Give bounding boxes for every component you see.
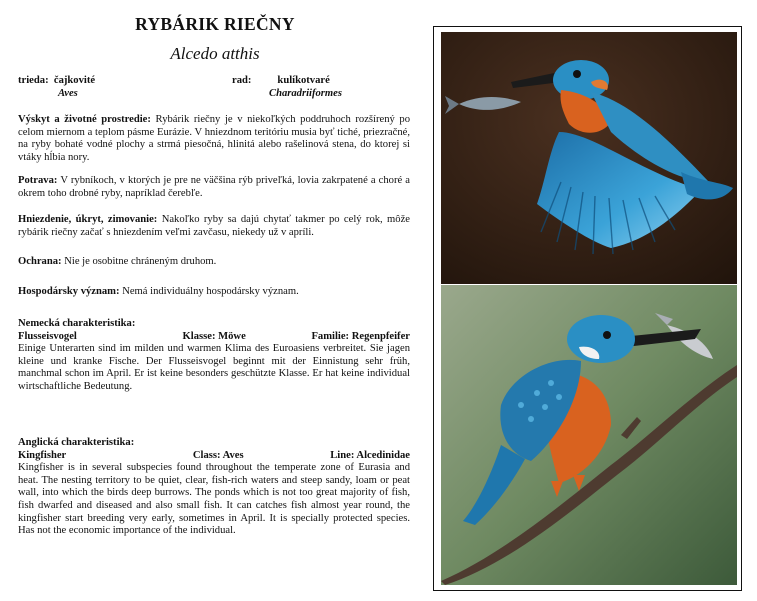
economic-text: Nemá individuálny hospodársky význam. — [122, 286, 299, 297]
taxonomy-order — [232, 75, 342, 100]
class-value: čajkovité — [53, 75, 96, 86]
habitat-label: Výskyt a životné prostredie: — [18, 114, 151, 125]
taxonomy-class — [18, 75, 95, 100]
kingfisher-perched-photo — [441, 285, 737, 585]
class-label: trieda: — [18, 75, 49, 86]
german-class: Klasse: Möwe — [182, 330, 246, 342]
german-heading: Nemecká charakteristika: — [18, 318, 136, 329]
german-name: Flusseisvogel — [18, 330, 77, 342]
order-latin: Charadriiformes — [269, 87, 342, 99]
order-value: kulíkotvaré — [277, 75, 330, 86]
protection-section — [18, 256, 410, 269]
nesting-text: Nakoľko ryby sa dajú chytať takmer po celý rok, môže rybárik riečny začať s hniezdením veľmi zavčasu, niekedy už v apríli. — [18, 214, 410, 238]
english-name: Kingfisher — [18, 449, 67, 461]
latin-name: Alcedo atthis — [170, 44, 260, 63]
class-latin: Aves — [58, 87, 78, 99]
german-section — [18, 318, 410, 394]
kingfisher-flying-photo — [441, 32, 737, 284]
protection-text: Nie je osobitne chráneným druhom. — [64, 256, 217, 267]
habitat-section — [18, 114, 410, 164]
order-label: rad: — [232, 75, 252, 86]
nesting-section — [18, 214, 410, 239]
english-line: Line: Alcedinidae — [330, 449, 410, 461]
habitat-text: Rybárik riečny je v niekoľkých poddruhoch rozšírený po celom miernom a teplom pásme Eurázie. V hniezdnom teritóriu musia byť tiché, priezračné, na ryby bohaté vodné plochy a strmá piesočná, hlinitá alebo rašelinová stena, do ktorej si vtáky hĺbia nory. — [18, 114, 411, 163]
english-text: Kingfisher is in several subspecies found throughout the temperate zone of Eurasia and heat. The nesting territory to be quiet, clear, fish-rich waters and steep sandy, loam or peat wall, into which the birds deep burrows. The ponds which is not too great majority of fish, fish dwarfed and diseased and also small fish. It can catches fish almost year round, the kingfisher start breeding very early, sometimes in April. It is specially protected species. Has not the economic importance of the individual. — [18, 462, 410, 537]
nesting-label: Hniezdenie, úkryt, zimovanie: — [18, 214, 158, 225]
economic-label: Hospodársky význam: — [18, 286, 120, 297]
food-label: Potrava: — [18, 175, 58, 186]
german-family: Familie: Regenpfeifer — [311, 330, 410, 342]
german-text: Einige Unterarten sind im milden und warmen Klima des Euroasiens verbreitet. Sie jagen kleine und kranke Fische. Der Flusseisvogel beginnt mit der Einnistung sehr früh, manchmal schon im April. Er ist keine besonders geschützte Klasse. Er hat keine individual wirtschaftliche Bedeutung. — [18, 343, 410, 392]
english-heading: Anglická charakteristika: — [18, 437, 135, 448]
food-text: V rybníkoch, v ktorých je pre ne väčšina rýb priveľká, lovia zakrpatené a choré a okrem toho drobné ryby, napríklad čerebľe. — [18, 175, 410, 199]
page-title: RYBÁRIK RIEČNY — [135, 14, 295, 34]
english-section — [18, 437, 410, 538]
economic-section — [18, 286, 410, 299]
food-section — [18, 175, 410, 200]
protection-label: Ochrana: — [18, 256, 62, 267]
english-class: Class: Aves — [192, 449, 244, 461]
